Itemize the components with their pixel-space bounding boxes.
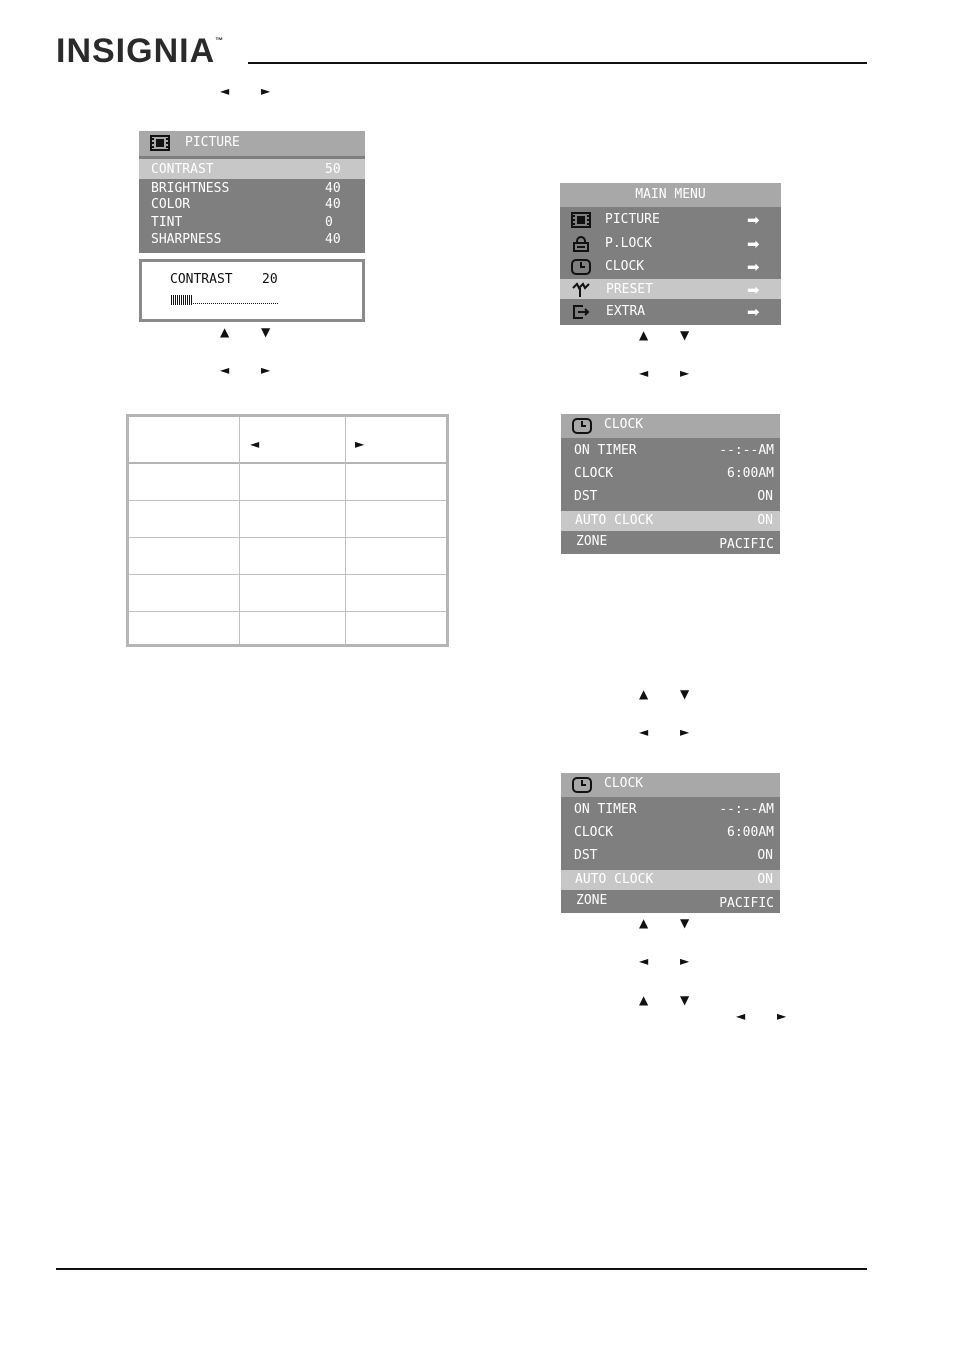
main-menu-title-bar	[560, 183, 781, 207]
meter-tick-filled	[173, 295, 174, 305]
left-arrow-icon: ◄	[639, 725, 649, 739]
main-menu-item-clock[interactable]: CLOCK ➡	[560, 257, 781, 277]
contrast-adjust-label: CONTRAST	[170, 272, 233, 287]
meter-tick-empty	[259, 303, 260, 304]
film-icon	[150, 135, 170, 151]
right-arrow-icon: ►	[777, 1009, 787, 1023]
clock-item-clock[interactable]: CLOCK 6:00AM	[574, 466, 774, 481]
meter-tick-empty	[267, 303, 268, 304]
meter-tick-filled	[189, 295, 190, 305]
left-arrow-icon: ◄	[220, 363, 230, 377]
meter-tick-empty	[209, 303, 210, 304]
footer-rule	[56, 1268, 867, 1270]
picture-menu	[139, 131, 365, 253]
meter-tick-empty	[229, 303, 230, 304]
meter-tick-empty	[217, 303, 218, 304]
meter-tick-filled	[179, 295, 180, 305]
meter-tick-empty	[197, 303, 198, 304]
meter-tick-empty	[237, 303, 238, 304]
clock-item-zone[interactable]: ZONE PACIFIC	[576, 534, 774, 552]
meter-tick-empty	[203, 303, 204, 304]
right-arrow-icon: ►	[261, 84, 271, 98]
main-menu-item-extra[interactable]: EXTRA ➡	[560, 302, 781, 322]
table-header-left-arrow-icon: ◄	[250, 437, 260, 451]
meter-tick-empty	[231, 303, 232, 304]
meter-tick-empty	[253, 303, 254, 304]
meter-tick-empty	[251, 303, 252, 304]
meter-tick-filled	[183, 295, 184, 305]
clock-menu	[561, 414, 780, 554]
meter-tick-empty	[275, 303, 276, 304]
picture-menu-title: PICTURE	[185, 135, 240, 150]
up-arrow-icon: ▲	[639, 328, 649, 342]
down-arrow-icon: ▼	[261, 325, 271, 339]
meter-tick-empty	[247, 303, 248, 304]
meter-tick-empty	[271, 303, 272, 304]
down-arrow-icon: ▼	[680, 328, 690, 342]
left-arrow-icon: ◄	[639, 366, 649, 380]
left-arrow-icon: ◄	[220, 84, 230, 98]
meter-tick-empty	[213, 303, 214, 304]
up-arrow-icon: ▲	[639, 916, 649, 930]
meter-tick-empty	[243, 303, 244, 304]
meter-tick-empty	[215, 303, 216, 304]
table-row-rule	[129, 611, 446, 612]
down-arrow-icon: ▼	[680, 687, 690, 701]
meter-tick-empty	[273, 303, 274, 304]
arrow-right-icon: ➡	[747, 211, 760, 229]
meter-tick-empty	[225, 303, 226, 304]
table-row-rule	[129, 500, 446, 501]
meter-tick-empty	[201, 303, 202, 304]
clock-icon	[571, 259, 591, 275]
meter-tick-empty	[261, 303, 262, 304]
antenna-icon	[571, 282, 591, 298]
clock-menu-title: CLOCK	[604, 417, 644, 432]
clock-menu-title-bar	[561, 414, 780, 438]
clock-item-clock[interactable]: CLOCK 6:00AM	[574, 825, 774, 840]
meter-tick-empty	[193, 303, 194, 304]
clock-menu	[561, 773, 780, 913]
picture-item-sharpness[interactable]: SHARPNESS 40	[151, 232, 341, 247]
up-arrow-icon: ▲	[639, 687, 649, 701]
meter-tick-empty	[265, 303, 266, 304]
meter-tick-empty	[227, 303, 228, 304]
main-menu	[560, 183, 781, 325]
clock-item-dst[interactable]: DST ON	[574, 489, 773, 504]
clock-icon	[572, 777, 592, 793]
table-row-rule	[129, 574, 446, 575]
arrow-right-icon: ➡	[747, 303, 760, 321]
header-rule	[248, 62, 867, 64]
meter-tick-empty	[195, 303, 196, 304]
meter-tick-empty	[223, 303, 224, 304]
meter-tick-empty	[235, 303, 236, 304]
meter-tick-empty	[257, 303, 258, 304]
meter-tick-filled	[171, 295, 172, 305]
picture-item-contrast[interactable]: CONTRAST 50	[151, 162, 341, 177]
clock-icon	[572, 418, 592, 434]
insignia-logo: INSIGNIA™	[56, 32, 225, 70]
meter-tick-filled	[177, 295, 178, 305]
meter-tick-empty	[207, 303, 208, 304]
meter-tick-empty	[199, 303, 200, 304]
meter-tick-empty	[263, 303, 264, 304]
clock-item-on-timer[interactable]: ON TIMER --:--AM	[574, 443, 774, 458]
down-arrow-icon: ▼	[680, 993, 690, 1007]
main-menu-item-preset[interactable]: PRESET ➡	[560, 280, 781, 300]
right-arrow-icon: ►	[680, 366, 690, 380]
settings-table	[126, 414, 449, 647]
contrast-level-meter	[171, 295, 281, 305]
exit-icon	[571, 304, 591, 320]
picture-item-color[interactable]: COLOR 40	[151, 197, 341, 212]
main-menu-title: MAIN MENU	[635, 187, 706, 202]
clock-item-on-timer[interactable]: ON TIMER --:--AM	[574, 802, 774, 817]
meter-tick-empty	[221, 303, 222, 304]
arrow-right-icon: ➡	[747, 235, 760, 253]
meter-tick-empty	[211, 303, 212, 304]
left-arrow-icon: ◄	[639, 954, 649, 968]
meter-tick-empty	[241, 303, 242, 304]
meter-tick-filled	[185, 295, 186, 305]
contrast-adjust-value: 20	[262, 272, 278, 287]
right-arrow-icon: ►	[680, 725, 690, 739]
table-header-rule	[129, 462, 446, 464]
main-menu-item-plock[interactable]: P.LOCK ➡	[560, 234, 781, 254]
lock-icon	[571, 236, 591, 252]
clock-menu-title-bar	[561, 773, 780, 797]
meter-tick-empty	[269, 303, 270, 304]
meter-tick-empty	[219, 303, 220, 304]
down-arrow-icon: ▼	[680, 916, 690, 930]
meter-tick-filled	[191, 295, 192, 305]
meter-tick-filled	[187, 295, 188, 305]
picture-menu-title-bar	[139, 131, 365, 156]
right-arrow-icon: ►	[261, 363, 271, 377]
meter-tick-empty	[249, 303, 250, 304]
clock-menu-title: CLOCK	[604, 776, 644, 791]
contrast-adjust-box	[139, 259, 365, 322]
film-icon	[571, 212, 591, 228]
table-row-rule	[129, 537, 446, 538]
table-column-rule	[239, 417, 240, 644]
meter-tick-empty	[245, 303, 246, 304]
meter-tick-empty	[205, 303, 206, 304]
clock-item-zone[interactable]: ZONE PACIFIC	[576, 893, 774, 911]
meter-tick-empty	[239, 303, 240, 304]
table-header-right-arrow-icon: ►	[355, 437, 365, 451]
meter-tick-filled	[181, 295, 182, 305]
picture-item-tint[interactable]: TINT 0	[151, 215, 333, 230]
meter-tick-empty	[255, 303, 256, 304]
arrow-right-icon: ➡	[747, 281, 760, 299]
clock-item-auto-clock[interactable]: AUTO CLOCK ON	[575, 872, 773, 887]
up-arrow-icon: ▲	[639, 993, 649, 1007]
meter-tick-empty	[233, 303, 234, 304]
picture-item-brightness[interactable]: BRIGHTNESS 40	[151, 181, 341, 196]
clock-item-dst[interactable]: DST ON	[574, 848, 773, 863]
table-column-rule	[345, 417, 346, 644]
main-menu-item-picture[interactable]: PICTURE ➡	[560, 210, 781, 230]
arrow-right-icon: ➡	[747, 258, 760, 276]
left-arrow-icon: ◄	[736, 1009, 746, 1023]
clock-item-auto-clock[interactable]: AUTO CLOCK ON	[575, 513, 773, 528]
meter-tick-empty	[277, 303, 278, 304]
meter-tick-filled	[175, 295, 176, 305]
up-arrow-icon: ▲	[220, 325, 230, 339]
right-arrow-icon: ►	[680, 954, 690, 968]
